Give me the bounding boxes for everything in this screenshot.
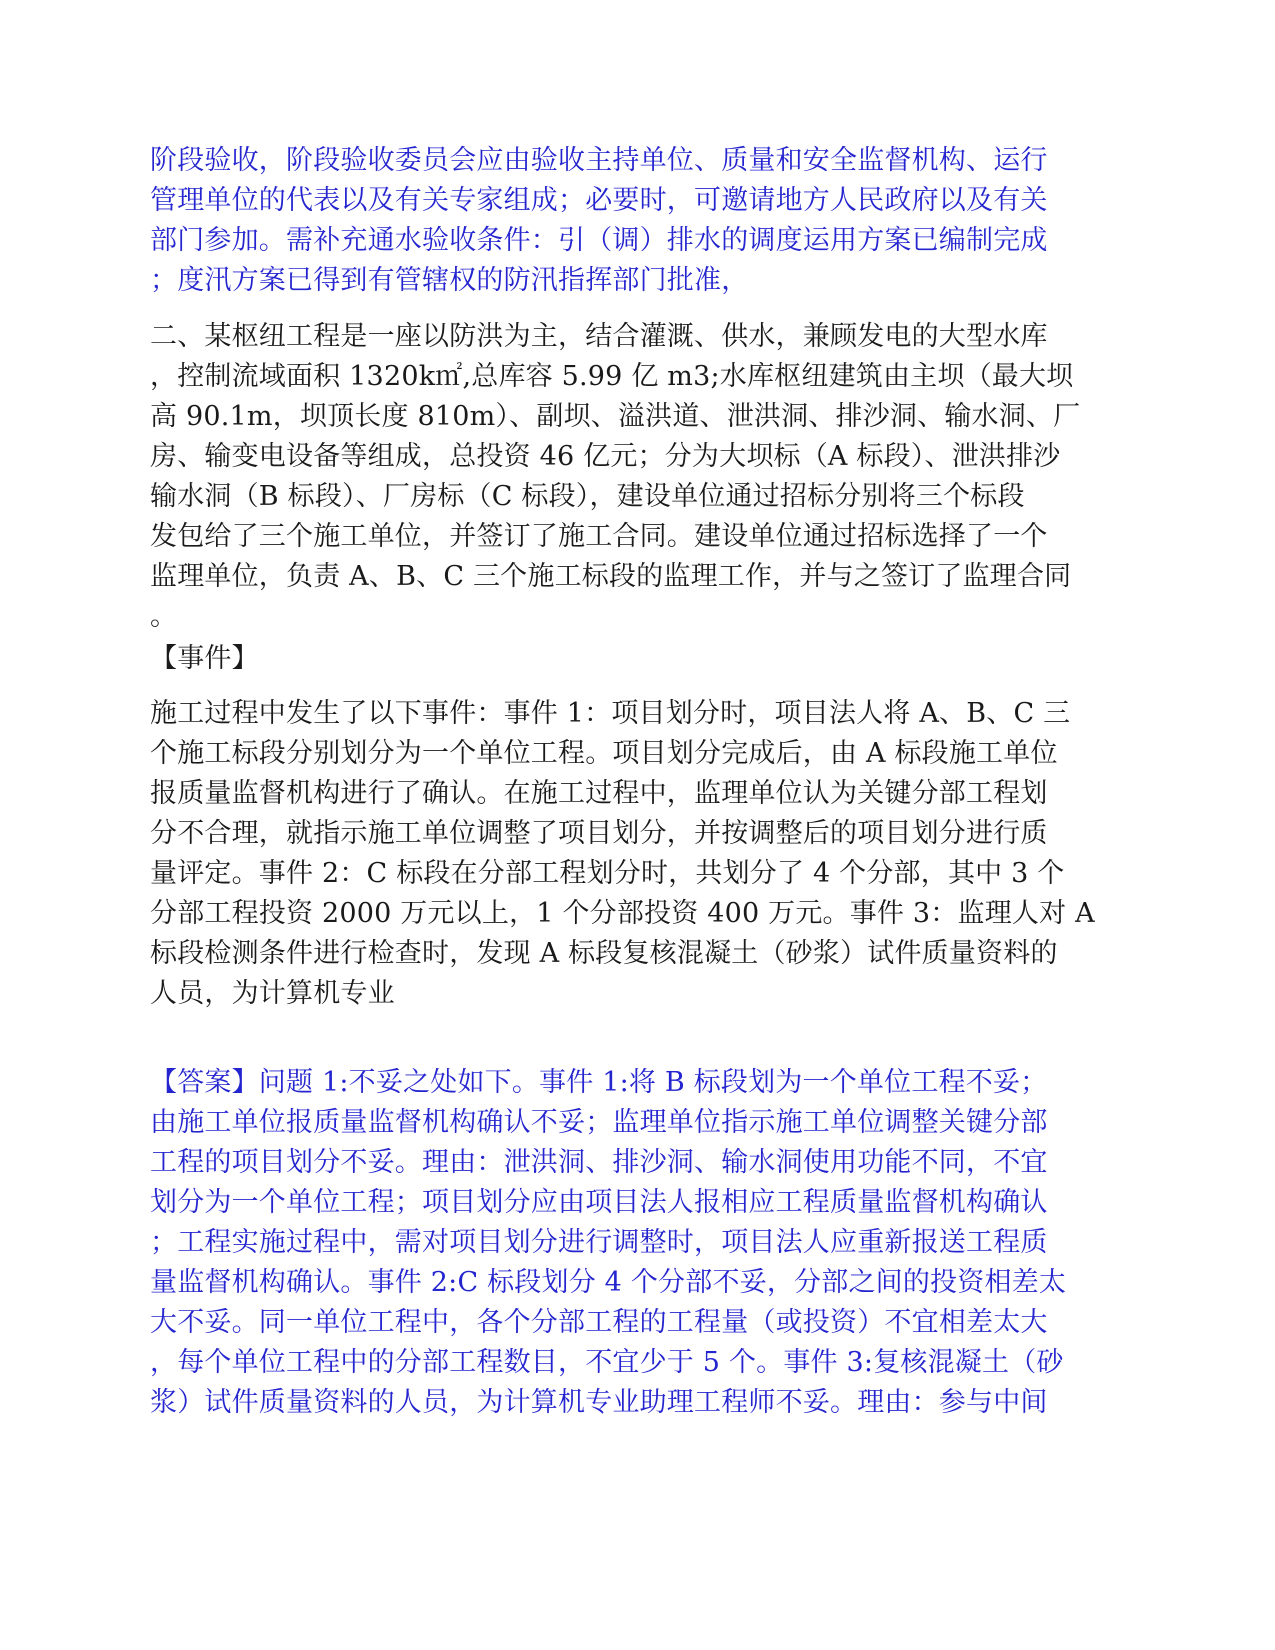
- section-heading-events: [150, 639, 1120, 679]
- text-line: 【答案】问题 1:不妥之处如下。事件 1:将 B 标段划为一个单位工程不妥；: [150, 1067, 1048, 1098]
- text-line: 人员，为计算机专业: [150, 978, 395, 1009]
- text-line: 监理单位，负责 A、B、C 三个施工标段的监理工作，并与之签订了监理合同: [150, 561, 1072, 592]
- section-heading: 【事件】: [150, 643, 259, 674]
- text-line: 输水洞（B 标段）、厂房标（C 标段），建设单位通过招标分别将三个标段: [150, 481, 1025, 512]
- text-line: ；工程实施过程中，需对项目划分进行调整时，项目法人应重新报送工程质: [150, 1227, 1048, 1258]
- paragraph-project-background: [150, 317, 1120, 637]
- text-line: 量监督机构确认。事件 2:C 标段划分 4 个分部不妥，分部之间的投资相差太: [150, 1267, 1067, 1298]
- text-line: 施工过程中发生了以下事件：事件 1：项目划分时，项目法人将 A、B、C 三: [150, 698, 1071, 729]
- text-line: 分不合理，就指示施工单位调整了项目划分，并按调整后的项目划分进行质: [150, 818, 1048, 849]
- text-line: 量评定。事件 2：C 标段在分部工程划分时，共划分了 4 个分部，其中 3 个: [150, 858, 1065, 889]
- text-line: 管理单位的代表以及有关专家组成；必要时，可邀请地方人民政府以及有关: [150, 185, 1048, 216]
- text-line: 部门参加。需补充通水验收条件：引（调）排水的调度运用方案已编制完成: [150, 225, 1048, 256]
- text-line: 分部工程投资 2000 万元以上，1 个分部投资 400 万元。事件 3：监理人对 A: [150, 898, 1095, 929]
- text-line: 划分为一个单位工程；项目划分应由项目法人报相应工程质量监督机构确认: [150, 1187, 1048, 1218]
- paragraph-events: [150, 694, 1120, 1014]
- text-line: 大不妥。同一单位工程中，各个分部工程的工程量（或投资）不宜相差太大: [150, 1307, 1048, 1338]
- text-line: 报质量监督机构进行了确认。在施工过程中，监理单位认为关键分部工程划: [150, 778, 1048, 809]
- text-line: 工程的项目划分不妥。理由：泄洪洞、排沙洞、输水洞使用功能不同，不宜: [150, 1147, 1048, 1178]
- text-line: 。: [150, 601, 178, 632]
- paragraph-acceptance-conclusion: [150, 141, 1120, 301]
- text-line: 浆）试件质量资料的人员，为计算机专业助理工程师不妥。理由：参与中间: [150, 1387, 1048, 1418]
- text-line: ，每个单位工程中的分部工程数目，不宜少于 5 个。事件 3:复核混凝土（砂: [150, 1347, 1064, 1378]
- text-line: ；度汛方案已得到有管辖权的防汛指挥部门批准，: [150, 265, 749, 296]
- text-line: 发包给了三个施工单位，并签订了施工合同。建设单位通过招标选择了一个: [150, 521, 1048, 552]
- text-line: 房、输变电设备等组成，总投资 46 亿元；分为大坝标（A 标段）、泄洪排沙: [150, 441, 1061, 472]
- text-line: 由施工单位报质量监督机构确认不妥；监理单位指示施工单位调整关键分部: [150, 1107, 1048, 1138]
- text-line: 个施工标段分别划分为一个单位工程。项目划分完成后，由 A 标段施工单位: [150, 738, 1058, 769]
- text-line: 阶段验收，阶段验收委员会应由验收主持单位、质量和安全监督机构、运行: [150, 145, 1048, 176]
- paragraph-answer: [150, 1063, 1120, 1423]
- text-line: 标段检测条件进行检查时，发现 A 标段复核混凝土（砂浆）试件质量资料的: [150, 938, 1058, 969]
- text-line: ，控制流域面积 1320k㎡,总库容 5.99 亿 m3;水库枢纽建筑由主坝（最大坝: [150, 361, 1074, 392]
- text-line: 高 90.1m，坝顶长度 810m）、副坝、溢洪道、泄洪洞、排沙洞、输水洞、厂: [150, 401, 1081, 432]
- text-line: 二、某枢纽工程是一座以防洪为主，结合灌溉、供水，兼顾发电的大型水库: [150, 321, 1048, 352]
